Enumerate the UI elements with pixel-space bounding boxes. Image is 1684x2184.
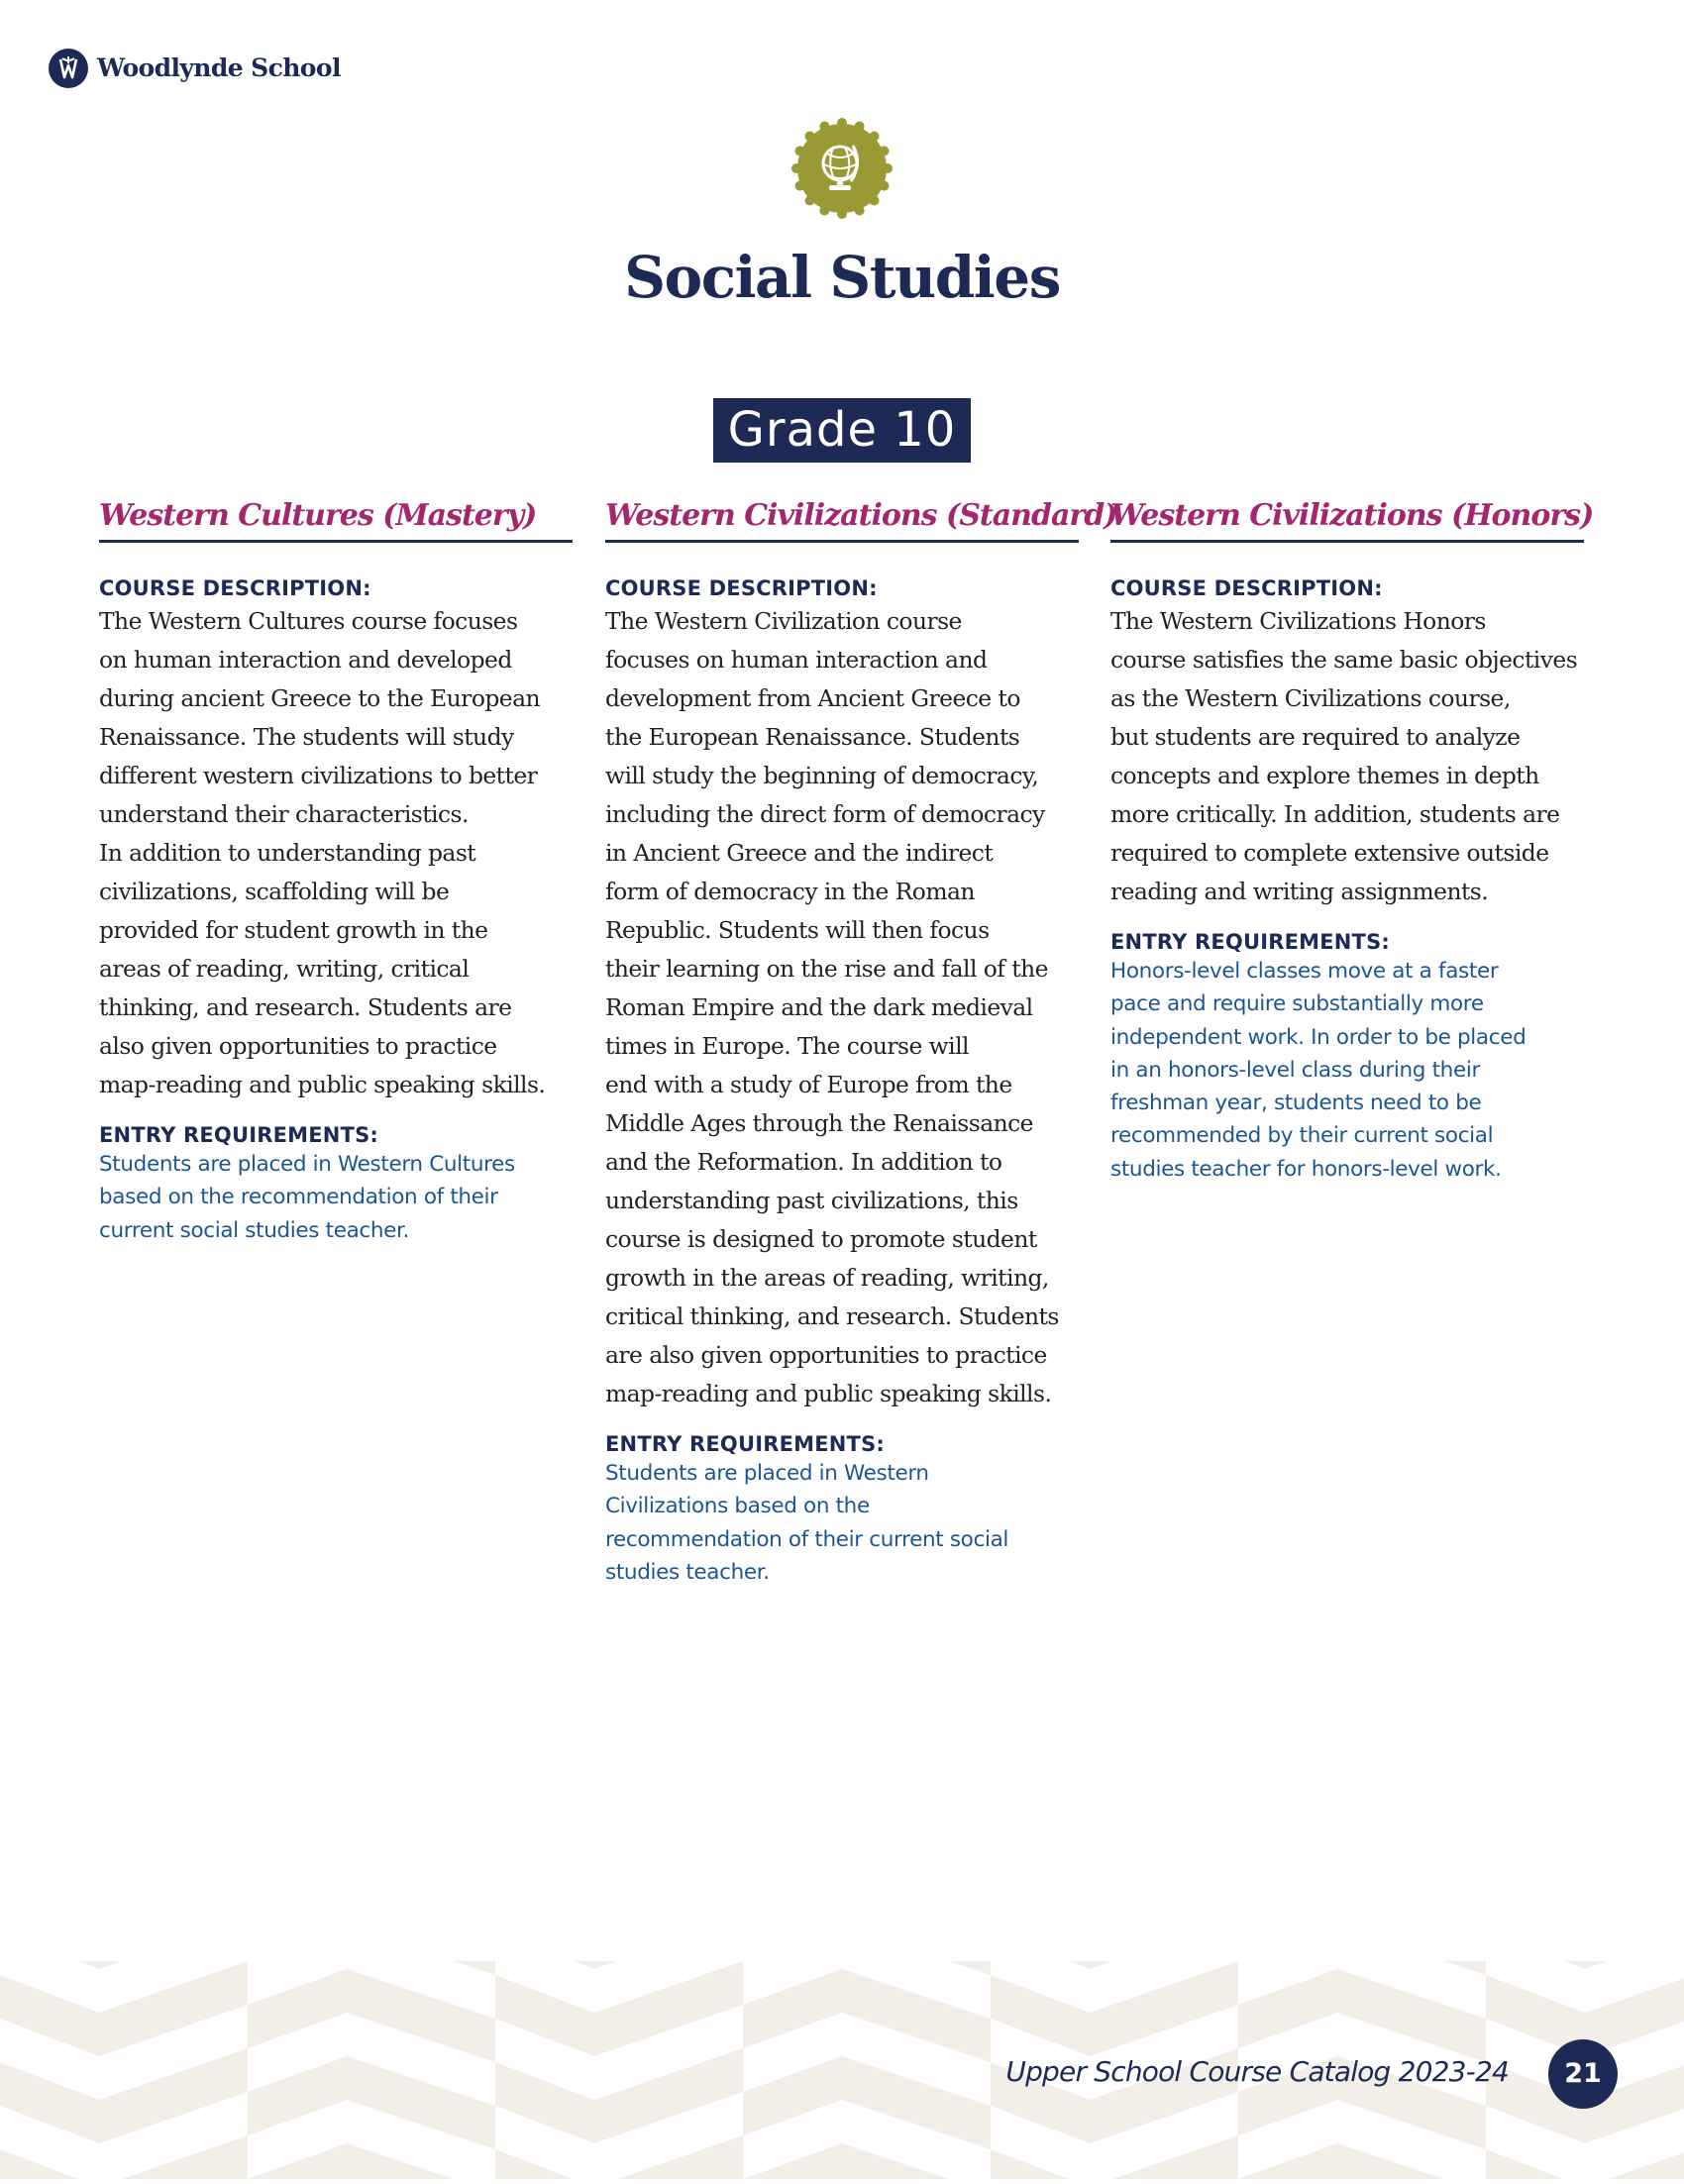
- description-line: including the direct form of democracy: [605, 800, 1045, 828]
- description-line: Middle Ages through the Renaissance: [605, 1109, 1033, 1137]
- description-line: provided for student growth in the: [99, 916, 488, 944]
- entry-line: freshman year, students need to be: [1110, 1091, 1482, 1116]
- entry-line: Honors-level classes move at a faster: [1110, 959, 1499, 984]
- description-line: on human interaction and developed: [99, 646, 512, 674]
- course-description: [99, 602, 573, 1104]
- description-line: focuses on human interaction and: [605, 646, 988, 674]
- entry-line: pace and require substantially more: [1110, 991, 1484, 1017]
- description-line: reading and writing assignments.: [1110, 878, 1489, 905]
- entry-line: Students are placed in Western: [605, 1461, 929, 1486]
- description-line: Renaissance. The students will study: [99, 723, 514, 751]
- grade-label: Grade 10: [713, 398, 971, 463]
- entry-line: based on the recommendation of their: [99, 1185, 498, 1210]
- description-line: thinking, and research. Students are: [99, 993, 512, 1021]
- course-description-label: COURSE DESCRIPTION:: [605, 576, 878, 600]
- description-line: and the Reformation. In addition to: [605, 1148, 1002, 1176]
- description-line: map-reading and public speaking skills.: [99, 1071, 546, 1098]
- page-number: 21: [1548, 2039, 1618, 2109]
- course-column-standard: [605, 495, 1117, 1589]
- entry-requirements: [99, 1148, 573, 1247]
- entry-line: Students are placed in Western Cultures: [99, 1152, 515, 1177]
- course-description: [1110, 602, 1584, 911]
- description-line: are also given opportunities to practice: [605, 1341, 1047, 1369]
- description-line: required to complete extensive outside: [1110, 839, 1549, 867]
- course-title: Western Civilizations (Honors): [1110, 495, 1584, 543]
- description-line: understanding past civilizations, this: [605, 1187, 1018, 1214]
- catalog-title: Upper School Course Catalog 2023-24: [1005, 2055, 1509, 2088]
- description-line: end with a study of Europe from the: [605, 1071, 1012, 1098]
- description-line: The Western Civilizations Honors: [1110, 607, 1486, 635]
- description-line: Roman Empire and the dark medieval: [605, 993, 1033, 1021]
- description-line: the European Renaissance. Students: [605, 723, 1020, 751]
- course-description-label: COURSE DESCRIPTION:: [99, 576, 371, 600]
- course-column-mastery: [99, 495, 573, 1247]
- description-line: understand their characteristics.: [99, 800, 469, 828]
- entry-requirements: [605, 1457, 1079, 1589]
- description-line: will study the beginning of democracy,: [605, 762, 1039, 789]
- description-line: times in Europe. The course will: [605, 1032, 969, 1060]
- description-line: Republic. Students will then focus: [605, 916, 990, 944]
- description-line: form of democracy in the Roman: [605, 878, 975, 905]
- entry-line: current social studies teacher.: [99, 1217, 410, 1243]
- course-description: [605, 602, 1079, 1413]
- description-line: in Ancient Greece and the indirect: [605, 839, 994, 867]
- description-line: The Western Civilization course: [605, 607, 962, 635]
- description-line: development from Ancient Greece to: [605, 684, 1020, 712]
- description-line: map-reading and public speaking skills.: [605, 1380, 1052, 1407]
- course-title: Western Civilizations (Standard): [605, 495, 1079, 543]
- description-line: In addition to understanding past: [99, 839, 476, 867]
- entry-line: independent work. In order to be placed: [1110, 1024, 1526, 1050]
- globe-badge-icon: [791, 118, 893, 219]
- entry-requirements-label: ENTRY REQUIREMENTS:: [1110, 930, 1390, 954]
- school-name: Woodlynde School: [97, 53, 341, 82]
- entry-requirements: [1110, 955, 1584, 1186]
- description-line: their learning on the rise and fall of the: [605, 955, 1048, 983]
- description-line: more critically. In addition, students are: [1110, 800, 1560, 828]
- description-line: civilizations, scaffolding will be: [99, 878, 450, 905]
- school-logo: [49, 49, 341, 88]
- entry-line: recommended by their current social: [1110, 1123, 1494, 1149]
- description-line: also given opportunities to practice: [99, 1032, 497, 1060]
- course-title: Western Cultures (Mastery): [99, 495, 573, 543]
- woodlynde-crest-icon: [49, 49, 88, 88]
- description-line: critical thinking, and research. Students: [605, 1302, 1059, 1330]
- entry-line: studies teacher for honors-level work.: [1110, 1156, 1502, 1182]
- entry-line: Civilizations based on the: [605, 1494, 870, 1519]
- entry-requirements-label: ENTRY REQUIREMENTS:: [99, 1123, 378, 1147]
- course-column-honors: [1110, 495, 1594, 1186]
- description-line: but students are required to analyze: [1110, 723, 1521, 751]
- entry-line: in an honors-level class during their: [1110, 1057, 1480, 1083]
- description-line: The Western Cultures course focuses: [99, 607, 518, 635]
- description-line: growth in the areas of reading, writing,: [605, 1264, 1049, 1292]
- description-line: concepts and explore themes in depth: [1110, 762, 1539, 789]
- description-line: different western civilizations to better: [99, 762, 538, 789]
- entry-line: studies teacher.: [605, 1559, 770, 1585]
- description-line: course satisfies the same basic objectives: [1110, 646, 1578, 674]
- description-line: course is designed to promote student: [605, 1225, 1037, 1253]
- description-line: areas of reading, writing, critical: [99, 955, 470, 983]
- entry-requirements-label: ENTRY REQUIREMENTS:: [605, 1432, 885, 1456]
- description-line: as the Western Civilizations course,: [1110, 684, 1511, 712]
- description-line: during ancient Greece to the European: [99, 684, 540, 712]
- entry-line: recommendation of their current social: [605, 1526, 1009, 1552]
- page-title: Social Studies: [624, 244, 1060, 311]
- course-description-label: COURSE DESCRIPTION:: [1110, 576, 1383, 600]
